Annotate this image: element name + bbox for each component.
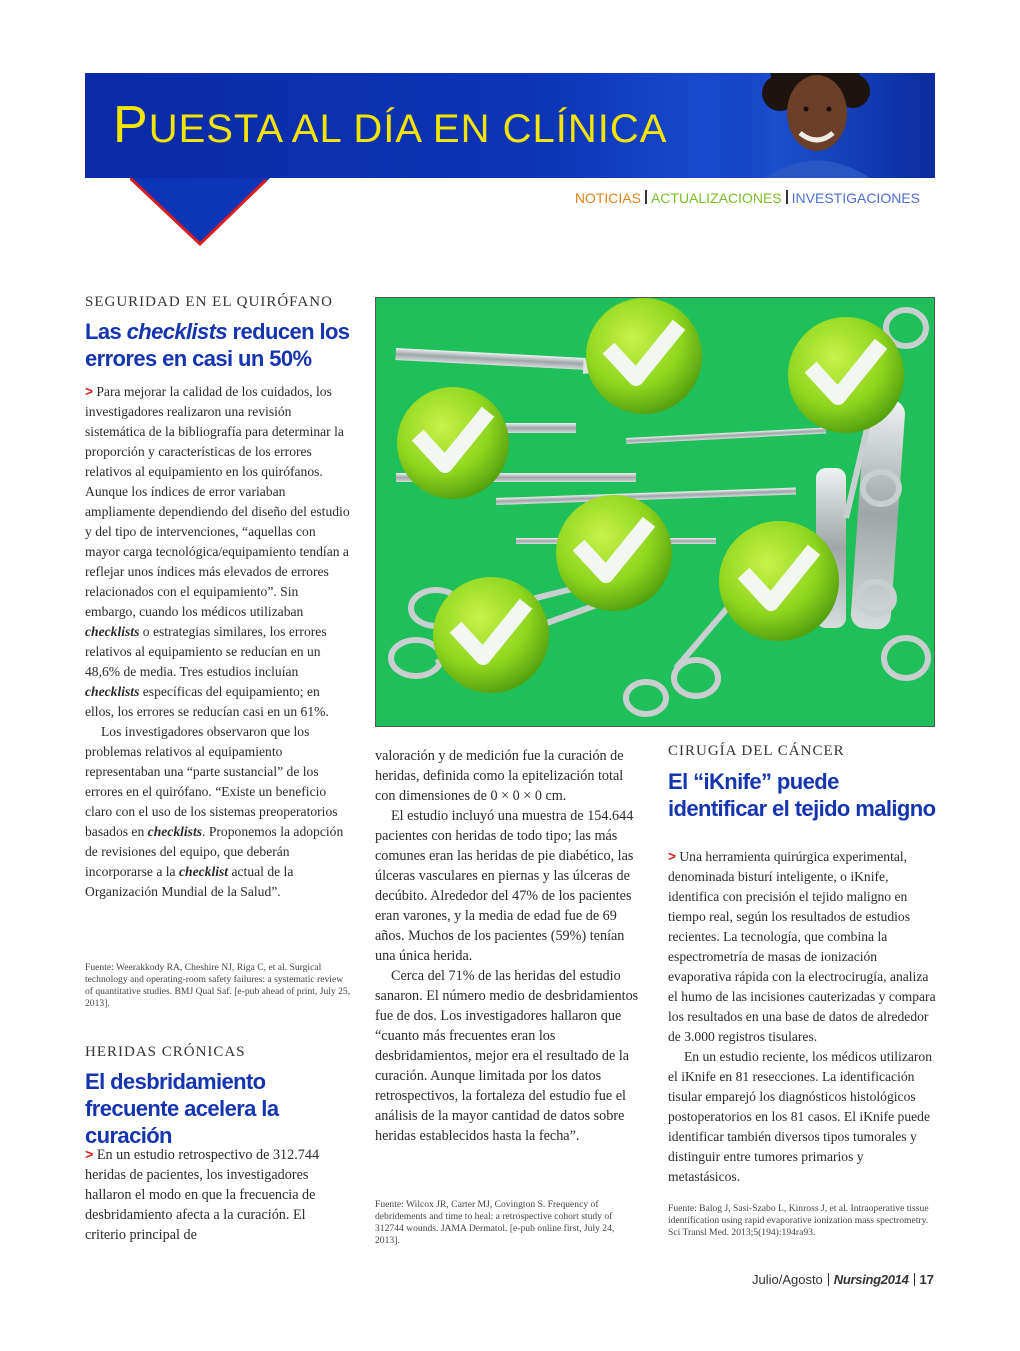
article-2-source: Fuente: Wilcox JR, Carter MJ, Covington S. Frequency of debridements and time to heal: a retrospective cohort study of 312744 wounds. JAMA Dermatol. [e-pub online first, July 24, 2013]. (375, 1199, 615, 1246)
article-2-body-col1 (85, 1145, 321, 1245)
nurse-portrait-image (705, 73, 935, 178)
article-3-kicker: CIRUGÍA DEL CÁNCER (668, 743, 845, 759)
article-2-body-col2 (375, 746, 645, 1146)
article-1-source: Fuente: Weerakkody RA, Cheshire NJ, Riga C, et al. Surgical technology and operating-room safety failures: a systematic review of quantitative studies. BMJ Qual Saf. [e-pub ahead of print, July 25, 2013]. (85, 962, 351, 1009)
article-2-paragraph-4: Cerca del 71% de las heridas del estudio sanaron. El número medio de desbridamientos fue de dos. Los investigadores hallaron que “cuanto más frecuentes eran los desbridamientos, mejor era el resultado de la curación. Aunque limitada por los datos retrospectivos, la fortaleza del estudio fue el análisis de la mayor cantidad de datos sobre heridas establecidos hasta la fecha”. (375, 968, 639, 1144)
nav-actualizaciones: ACTUALIZACIONES (650, 190, 782, 206)
article-3-paragraph-1: > Una herramienta quirúrgica experimental, denominada bisturí inteligente, o iKnife, identifica con precisión el tejido maligno en tiempo real, según los resultados de estudios recientes. La tecnología, que combina la espectrometría de masas de ionización evaporativa rápida con la electrocirugía, analiza el humo de las incisiones cauterizadas y compara los resultados en una base de datos de alrededor de 3.000 registros tisulares. (668, 849, 936, 1044)
issue-date: Julio/Agosto (751, 1272, 823, 1287)
article-1-headline: Las checklists reducen los errores en casi un 50% (85, 319, 350, 371)
section-title: PUESTA AL DÍA EN CLÍNICA (113, 96, 668, 154)
article-2-paragraph-1: > En un estudio retrospectivo de 312.744 heridas de pacientes, los investigadores hallaron el modo en que la frecuencia de desbridamiento afecta a la curación. El criterio principal de (85, 1147, 320, 1243)
page-number: 17 (919, 1272, 934, 1287)
article-2-paragraph-3: El estudio incluyó una muestra de 154.644 pacientes con heridas de todo tipo; las más comunes eran las heridas de pie diabético, las úlceras vasculares en piernas y las úlceras de decúbito. Alrededor del 47% de los pacientes eran varones, y la media de edad fue de 69 años. Muchos de los pacientes (59%) tenían una única herida. (375, 808, 634, 964)
article-1-body (85, 382, 351, 902)
nav-noticias: NOTICIAS (574, 190, 641, 206)
nav-separator (786, 190, 788, 204)
article-2-paragraph-2: valoración y de medición fue la curación de heridas, definida como la epitelización total con dimensiones de 0 × 0 × 0 cm. (375, 748, 624, 804)
nav-separator (645, 190, 647, 204)
footer-separator (914, 1273, 915, 1286)
article-2-kicker: HERIDAS CRÓNICAS (85, 1044, 246, 1060)
page-footer (752, 1272, 934, 1287)
banner-pointer-triangle (130, 178, 270, 246)
article-3-body (668, 847, 936, 1187)
article-3-paragraph-2: En un estudio reciente, los médicos utilizaron el iKnife en 81 resecciones. La identificación tisular emparejó los diagnósticos histológicos postoperatorios en los 81 casos. El iKnife puede identificar también diversos tipos tumorales y distinguir entre tumores primarios y metastásicos. (668, 1049, 933, 1184)
article-2-headline: El desbridamiento frecuente acelera la curación (85, 1069, 279, 1148)
nav-investigaciones: INVESTIGACIONES (791, 190, 920, 206)
section-banner (85, 73, 935, 178)
lead-arrow-icon: > (85, 384, 93, 399)
footer-separator (828, 1273, 829, 1286)
lead-arrow-icon: > (668, 849, 676, 864)
magazine-name: Nursing2014 (833, 1272, 909, 1287)
article-1-paragraph-1: > Para mejorar la calidad de los cuidados, los investigadores realizaron una revisión sistemática de la bibliografía para determinar la proporción y características de los errores relativos al equipamiento en los quirófanos. Aunque los índices de error variaban ampliamente dependiendo del diseño del estudio y del tipo de intervenciones, “aquellas con mayor carga tecnológica/equipamiento tendían a reflejar unos índices más elevados de errores relacionados con el equipamiento”. Sin embargo, cuando los médicos utilizaban checklists o estrategias similares, los errores relativos al equipamiento se reducían en un 48,6% de media. Tres estudios incluían checklists específicas del equipamiento; en ellos, los errores se reducían casi en un 61%. (85, 384, 350, 719)
surgical-instruments-photo (375, 297, 935, 727)
section-subnav (575, 190, 920, 206)
article-1-kicker: SEGURIDAD EN EL QUIRÓFANO (85, 294, 333, 310)
checkmarks-illustration (376, 298, 934, 726)
article-3-headline: El “iKnife” puede identificar el tejido maligno (668, 769, 936, 821)
article-1-paragraph-2: Los investigadores observaron que los problemas relativos al equipamiento representaban una “parte sustancial” de los errores en el quirófano. “Existe un beneficio claro con el uso de los sistemas preoperatorios basados en checklists. Proponemos la adopción de revisiones del equipo, que deberán incorporarse a la checklist actual de la Organización Mundial de la Salud”. (85, 724, 344, 899)
lead-arrow-icon: > (85, 1147, 94, 1163)
article-3-source: Fuente: Balog J, Sasi-Szabo L, Kinross J, et al. Intraoperative tissue identification using rapid evaporative ionization mass spectrometry. Sci Transl Med. 2013;5(194):194ra93. (668, 1203, 929, 1238)
